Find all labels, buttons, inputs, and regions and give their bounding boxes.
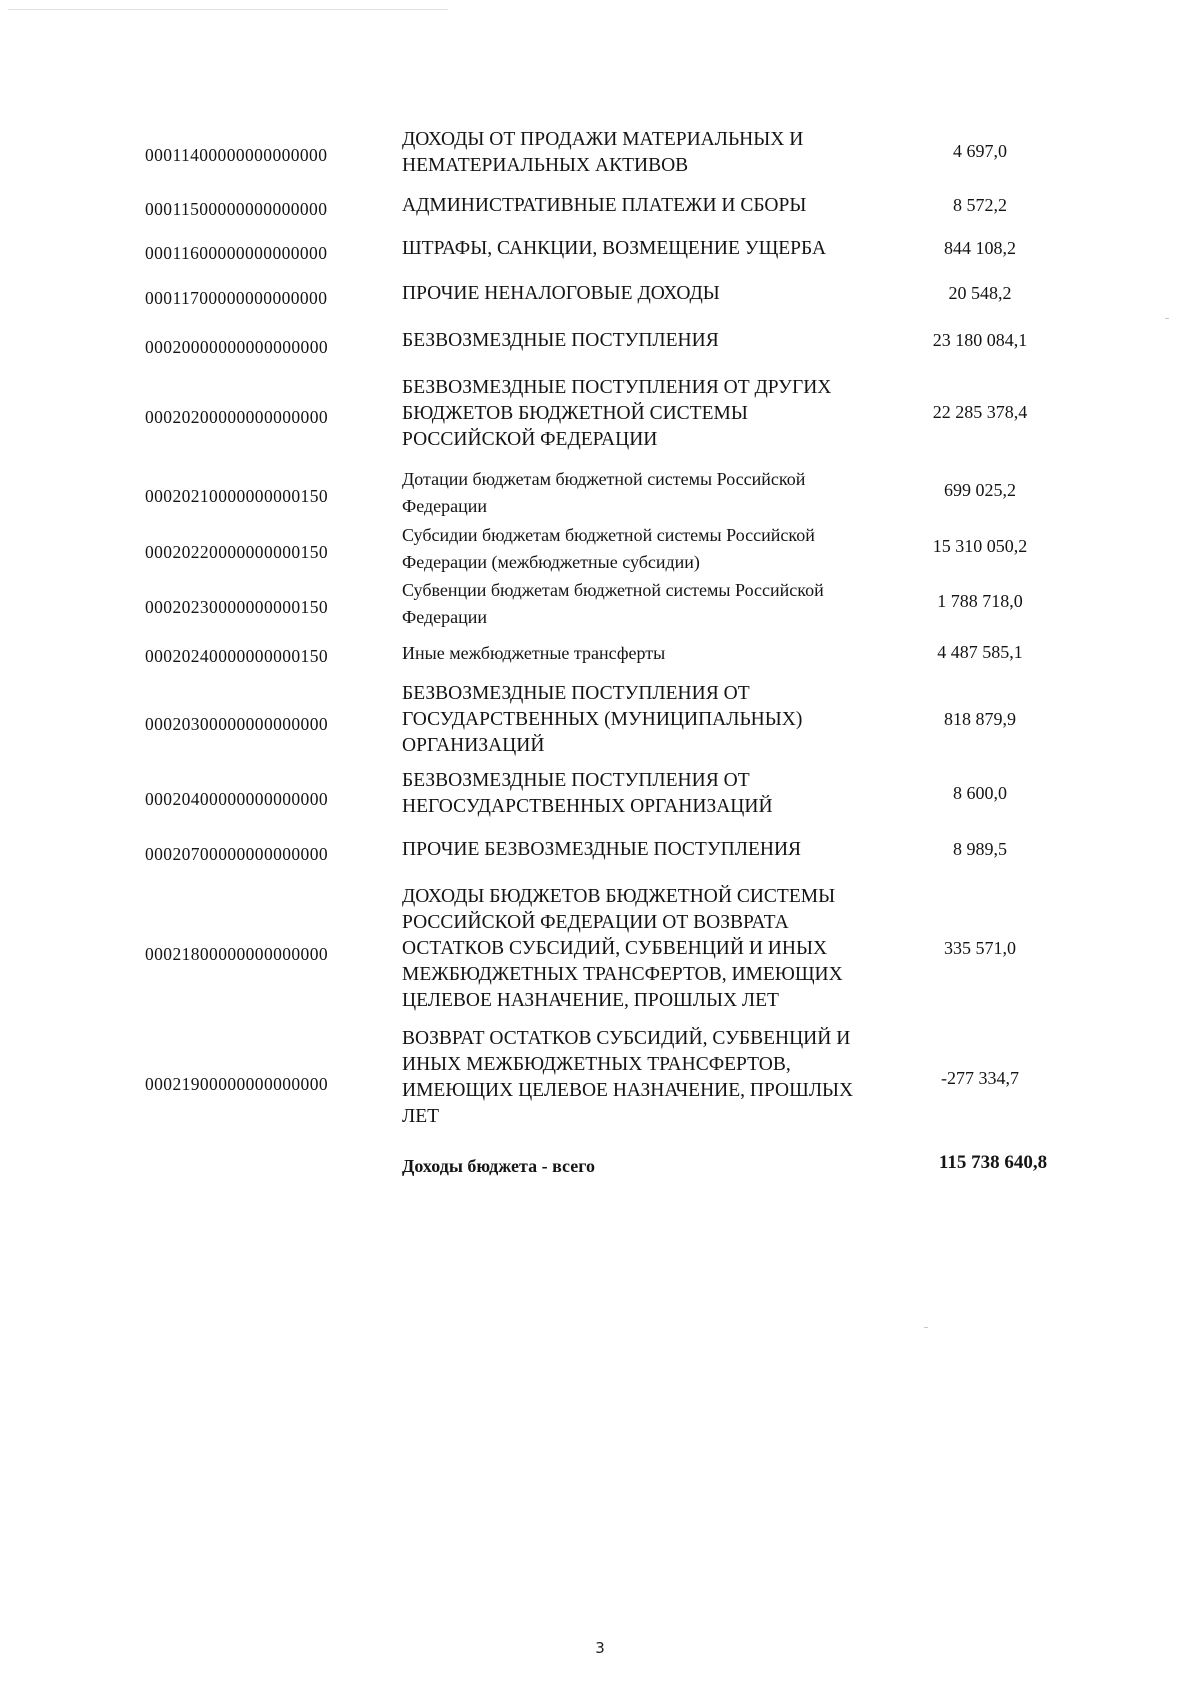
revenue-amount: 8 600,0 [953, 783, 1007, 803]
scan-speck [924, 1327, 928, 1328]
revenue-code: 00020700000000000000 [145, 844, 328, 864]
revenue-name: Дотации бюджетам бюджетной системы Российской Федерации [402, 469, 806, 516]
revenue-amount: 4 697,0 [953, 141, 1007, 161]
revenue-amount: 20 548,2 [948, 283, 1012, 303]
revenue-code: 00020200000000000000 [145, 407, 328, 427]
revenue-amount: 335 571,0 [944, 938, 1016, 958]
revenue-name: Иные межбюджетные трансферты [402, 643, 666, 663]
revenue-code: 00021900000000000000 [145, 1074, 328, 1094]
revenue-name: ДОХОДЫ ОТ ПРОДАЖИ МАТЕРИАЛЬНЫХ И НЕМАТЕРИАЛЬНЫХ АКТИВОВ [402, 129, 804, 176]
revenue-name: БЕЗВОЗМЕЗДНЫЕ ПОСТУПЛЕНИЯ ОТ ДРУГИХ БЮДЖЕТОВ БЮДЖЕТНОЙ СИСТЕМЫ РОССИЙСКОЙ ФЕДЕРАЦИИ [402, 377, 832, 450]
revenue-code: 00020210000000000150 [145, 486, 328, 506]
revenue-name: ПРОЧИЕ БЕЗВОЗМЕЗДНЫЕ ПОСТУПЛЕНИЯ [402, 839, 802, 860]
revenue-name: ДОХОДЫ БЮДЖЕТОВ БЮДЖЕТНОЙ СИСТЕМЫ РОССИЙСКОЙ ФЕДЕРАЦИИ ОТ ВОЗВРАТА ОСТАТКОВ СУБСИДИЙ, СУБВЕНЦИЙ И ИНЫХ МЕЖБЮДЖЕТНЫХ ТРАНСФЕРТОВ, ИМЕЮЩИХ ЦЕЛЕВОЕ НАЗНАЧЕНИЕ, ПРОШЛЫХ ЛЕТ [402, 886, 843, 1011]
revenue-code: 00011400000000000000 [145, 145, 328, 165]
revenue-name: Субвенции бюджетам бюджетной системы Российской Федерации [402, 580, 824, 627]
revenue-amount: 699 025,2 [944, 480, 1016, 500]
revenue-code: 00020000000000000000 [145, 337, 328, 357]
revenue-name: АДМИНИСТРАТИВНЫЕ ПЛАТЕЖИ И СБОРЫ [402, 195, 807, 216]
revenue-amount: 4 487 585,1 [937, 642, 1023, 662]
revenue-code: 00011700000000000000 [145, 288, 328, 308]
revenue-name: ПРОЧИЕ НЕНАЛОГОВЫЕ ДОХОДЫ [402, 283, 720, 304]
revenue-amount: -277 334,7 [941, 1068, 1019, 1088]
revenue-name: ВОЗВРАТ ОСТАТКОВ СУБСИДИЙ, СУБВЕНЦИЙ И ИНЫХ МЕЖБЮДЖЕТНЫХ ТРАНСФЕРТОВ, ИМЕЮЩИХ ЦЕЛЕВОЕ НАЗНАЧЕНИЕ, ПРОШЛЫХ ЛЕТ [402, 1028, 854, 1127]
revenue-name: ШТРАФЫ, САНКЦИИ, ВОЗМЕЩЕНИЕ УЩЕРБА [402, 238, 827, 259]
revenue-amount: 844 108,2 [944, 238, 1016, 258]
revenue-code: 00020220000000000150 [145, 542, 328, 562]
revenue-amount: 8 989,5 [953, 839, 1007, 859]
revenue-code: 00020240000000000150 [145, 646, 328, 666]
scan-speck [1165, 318, 1169, 319]
revenue-amount: 22 285 378,4 [932, 402, 1028, 422]
total-label: Доходы бюджета - всего [402, 1156, 595, 1176]
revenue-code: 00011600000000000000 [145, 243, 328, 263]
revenue-name: БЕЗВОЗМЕЗДНЫЕ ПОСТУПЛЕНИЯ ОТ НЕГОСУДАРСТВЕННЫХ ОРГАНИЗАЦИЙ [402, 770, 773, 817]
revenue-code: 00021800000000000000 [145, 944, 328, 964]
page-number: 3 [595, 1639, 605, 1657]
revenue-name: БЕЗВОЗМЕЗДНЫЕ ПОСТУПЛЕНИЯ ОТ ГОСУДАРСТВЕННЫХ (МУНИЦИПАЛЬНЫХ) ОРГАНИЗАЦИЙ [402, 683, 803, 756]
revenue-code: 00020300000000000000 [145, 714, 328, 734]
revenue-code: 00020230000000000150 [145, 597, 328, 617]
revenue-amount: 818 879,9 [944, 709, 1016, 729]
revenue-name: Субсидии бюджетам бюджетной системы Российской Федерации (межбюджетные субсидии) [402, 525, 815, 572]
revenue-amount: 15 310 050,2 [932, 536, 1028, 556]
revenue-code: 00011500000000000000 [145, 199, 328, 219]
revenue-amount: 8 572,2 [953, 195, 1007, 215]
revenue-amount: 1 788 718,0 [937, 591, 1023, 611]
revenue-name: БЕЗВОЗМЕЗДНЫЕ ПОСТУПЛЕНИЯ [402, 330, 719, 351]
total-amount: 115 738 640,8 [938, 1152, 1048, 1173]
revenue-amount: 23 180 084,1 [932, 330, 1028, 350]
revenue-code: 00020400000000000000 [145, 789, 328, 809]
